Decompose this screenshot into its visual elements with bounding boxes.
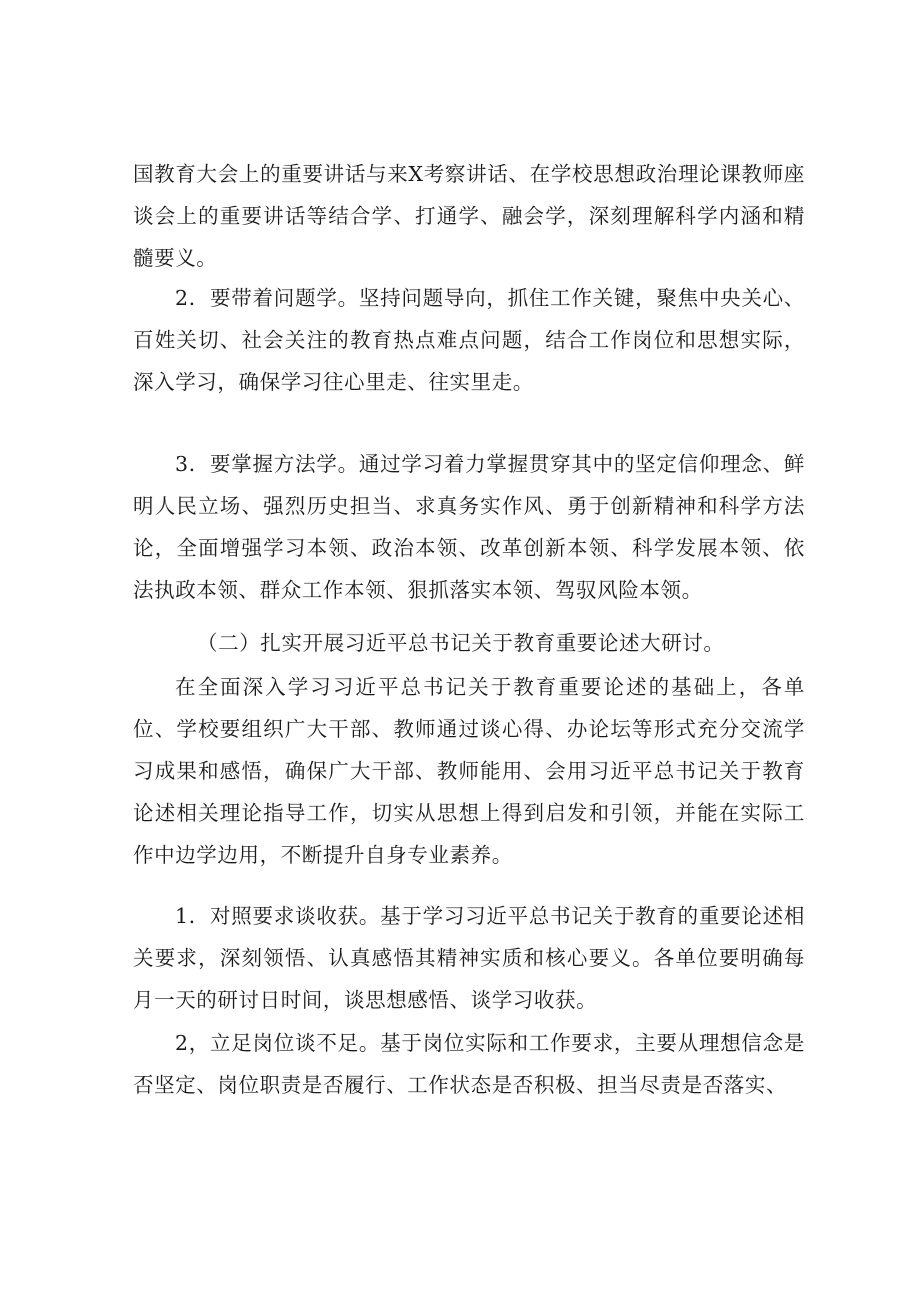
paragraph-continuation: 国教育大会上的重要讲话与来X考察讲话、在学校思想政治理论课教师座谈会上的重要讲话等结合学、打通学、融会学，深刻理解科学内涵和精髓要义。	[133, 162, 805, 270]
paragraph-item-2: 2．要带着问题学。坚持问题导向，抓住工作关键，聚焦中央关心、百姓关切、社会关注的教育热点难点问题，结合工作岗位和思想实际，深入学习，确保学习往心里走、往实里走。	[133, 286, 805, 394]
paragraph-section-intro: 在全面深入学习习近平总书记关于教育重要论述的基础上，各单位、学校要组织广大干部、教师通过谈心得、办论坛等形式充分交流学习成果和感悟，确保广大干部、教师能用、会用习近平总书记关于教育论述相关理论指导工作，切实从思想上得到启发和引领，并能在实际工作中边学边用，不断提升自身专业素养。	[133, 675, 805, 867]
paragraph-item-3: 3．要掌握方法学。通过学习着力掌握贯穿其中的坚定信仰理念、鲜明人民立场、强烈历史担当、求真务实作风、勇于创新精神和科学方法论，全面增强学习本领、政治本领、改革创新本领、科学发展本领、依法执政本领、群众工作本领、狠抓落实本领、驾驭风险本领。	[133, 452, 805, 602]
paragraph-item-2b: 2，立足岗位谈不足。基于岗位实际和工作要求，主要从理想信念是否坚定、岗位职责是否履行、工作状态是否积极、担当尽责是否落实、	[133, 1031, 805, 1097]
paragraph-item-1: 1．对照要求谈收获。基于学习习近平总书记关于教育的重要论述相关要求，深刻领悟、认真感悟其精神实质和核心要义。各单位要明确每月一天的研讨日时间，谈思想感悟、谈学习收获。	[133, 904, 805, 1012]
section-heading-2: （二）扎实开展习近平总书记关于教育重要论述大研讨。	[197, 631, 725, 655]
